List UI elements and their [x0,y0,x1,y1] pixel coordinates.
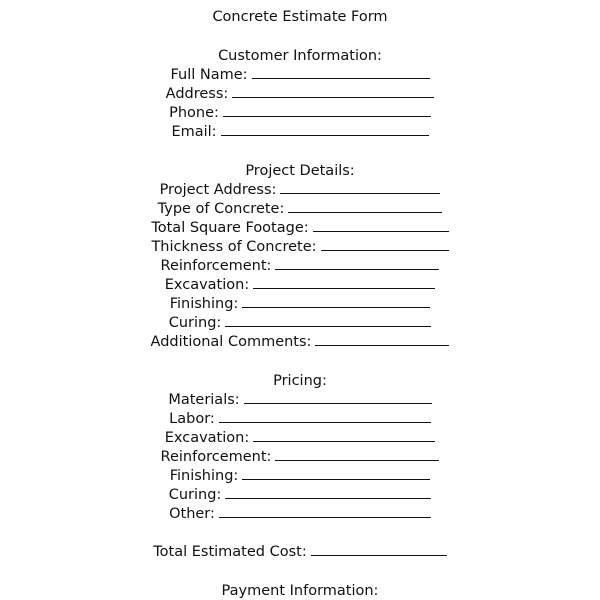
pricing-reinforcement-field[interactable] [275,448,439,461]
pricing-finishing-row [0,467,600,485]
pricing-heading: Pricing: [273,373,327,389]
pricing-excavation-field[interactable] [253,429,435,442]
materials-label: Materials: [168,392,240,408]
pricing-finishing-label: Finishing: [169,468,239,484]
thickness-of-concrete-row [0,238,600,256]
other-label: Other: [169,506,215,522]
phone-label: Phone: [169,105,219,121]
pricing-reinforcement-label: Reinforcement: [160,449,272,465]
excavation-label: Excavation: [164,277,250,293]
excavation-field[interactable] [253,276,435,289]
project-address-field[interactable] [280,181,440,194]
total-square-footage-row [0,219,600,237]
labor-label: Labor: [169,411,215,427]
labor-row [0,410,600,428]
address-field[interactable] [232,85,434,98]
finishing-label: Finishing: [169,296,239,312]
additional-comments-label: Additional Comments: [150,334,312,350]
curing-row [0,314,600,332]
full-name-label: Full Name: [170,67,248,83]
total-estimated-cost-label: Total Estimated Cost: [153,544,307,560]
thickness-of-concrete-label: Thickness of Concrete: [151,239,317,255]
pricing-curing-field[interactable] [225,486,431,499]
full-name-row [0,66,600,84]
phone-field[interactable] [223,104,431,117]
total-square-footage-field[interactable] [313,219,449,232]
excavation-row [0,276,600,294]
project-address-label: Project Address: [159,182,277,198]
email-field[interactable] [221,123,429,136]
reinforcement-field[interactable] [275,257,439,270]
full-name-field[interactable] [252,66,430,79]
total-estimated-cost-field[interactable] [311,543,447,556]
total-square-footage-label: Total Square Footage: [151,220,309,236]
email-label: Email: [171,124,217,140]
address-label: Address: [165,86,229,102]
total-estimated-cost-row [0,543,600,561]
labor-field[interactable] [219,410,431,423]
pricing-reinforcement-row [0,448,600,466]
form-title: Concrete Estimate Form [212,9,388,25]
reinforcement-label: Reinforcement: [160,258,272,274]
type-of-concrete-label: Type of Concrete: [157,201,285,217]
address-row [0,85,600,103]
thickness-of-concrete-field[interactable] [321,238,449,251]
additional-comments-field[interactable] [315,333,449,346]
pricing-excavation-row [0,429,600,447]
project-address-row [0,181,600,199]
additional-comments-row [0,333,600,351]
finishing-field[interactable] [242,295,430,308]
payment-information-heading: Payment Information: [221,583,379,599]
pricing-curing-label: Curing: [168,487,222,503]
project-details-heading: Project Details: [245,163,355,179]
reinforcement-row [0,257,600,275]
type-of-concrete-row [0,200,600,218]
pricing-curing-row [0,486,600,504]
pricing-finishing-field[interactable] [242,467,430,480]
other-row [0,505,600,523]
customer-information-heading: Customer Information: [218,48,382,64]
materials-field[interactable] [244,391,432,404]
curing-field[interactable] [225,314,431,327]
pricing-excavation-label: Excavation: [164,430,250,446]
materials-row [0,391,600,409]
phone-row [0,104,600,122]
finishing-row [0,295,600,313]
type-of-concrete-field[interactable] [288,200,442,213]
email-row [0,123,600,141]
curing-label: Curing: [168,315,222,331]
other-field[interactable] [219,505,431,518]
